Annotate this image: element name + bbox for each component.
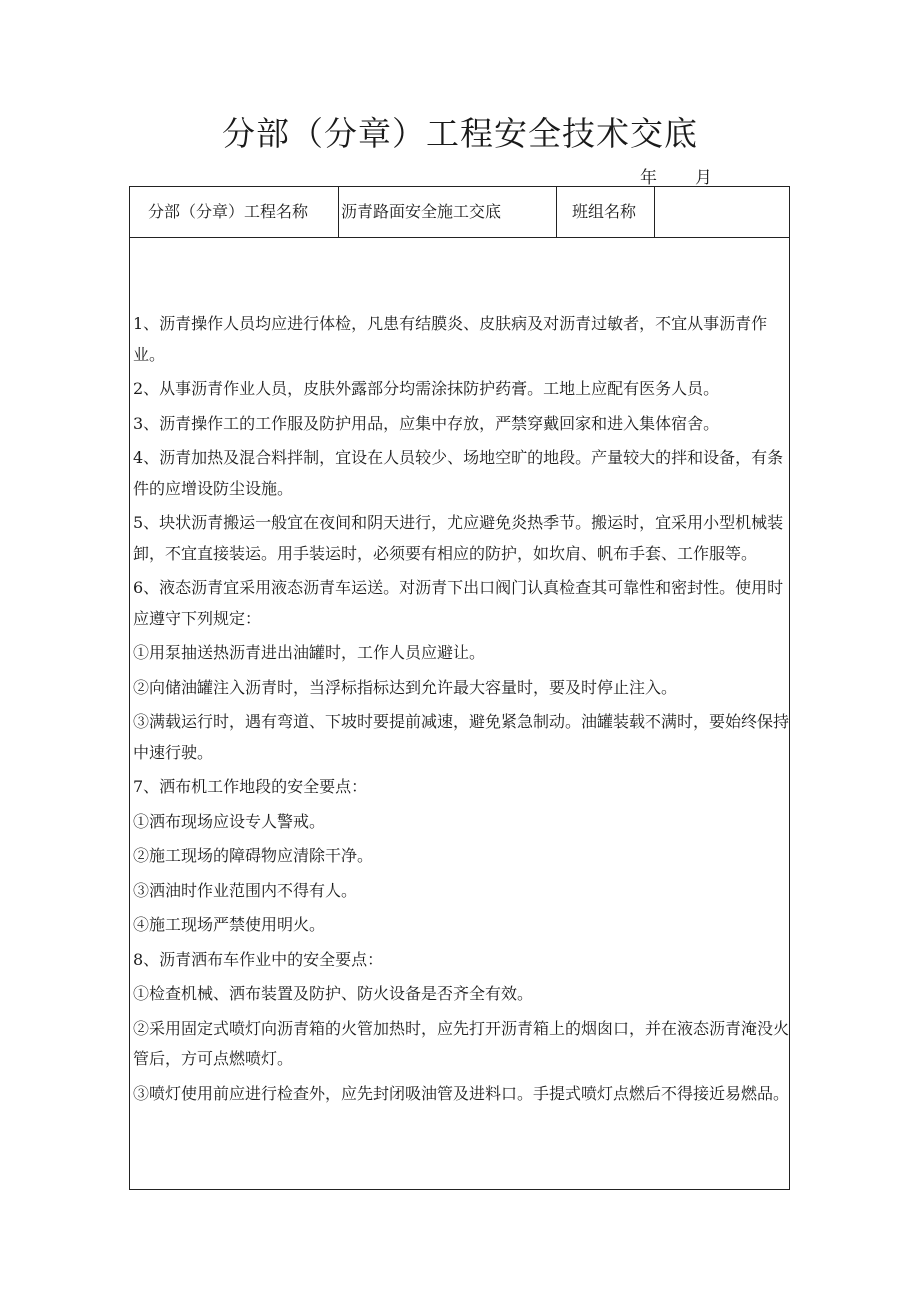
disclosure-table: [129, 186, 790, 1190]
paragraph: 3、沥青操作工的工作服及防护用品，应集中存放，严禁穿戴回家和进入集体宿舍。: [133, 413, 720, 433]
paragraph: ④施工现场严禁使用明火。: [133, 915, 326, 934]
paragraph: ③洒油时作业范围内不得有人。: [133, 880, 358, 900]
paragraph: ③满载运行时，遇有弯道、下坡时要提前减速，避免紧急制动。油罐装载不满时，要始终保持中速行驶。: [133, 712, 790, 762]
page-title: 分部（分章）工程安全技术交底: [222, 114, 698, 153]
column-divider: [556, 187, 557, 237]
disclosure-content: [133, 309, 791, 1113]
column-divider: [338, 187, 339, 237]
paragraph: 5、块状沥青搬运一般宜在夜间和阴天进行，尤应避免炎热季节。搬运时，宜采用小型机械装卸，不宜直接装运。用手装运时，必须要有相应的防护，如坎肩、帆布手套、工作服等。: [133, 513, 784, 563]
paragraph: ①洒布现场应设专人警戒。: [133, 811, 326, 831]
project-name-label: 分部（分章）工程名称: [148, 202, 309, 221]
paragraph: ①用泵抽送热沥青进出油罐时，工作人员应避让。: [133, 643, 486, 662]
project-name-value: 沥青路面安全施工交底: [341, 202, 502, 221]
paragraph: 6、液态沥青宜采用液态沥青车运送。对沥青下出口阀门认真检查其可靠性和密封性。使用时应遵守下列规定：: [133, 578, 784, 628]
date-year-label: 年: [640, 168, 657, 188]
paragraph: ②采用固定式喷灯向沥青箱的火管加热时，应先打开沥青箱上的烟囱口，并在液态沥青淹没火管后，方可点燃喷灯。: [133, 1018, 790, 1068]
paragraph: 8、沥青洒布车作业中的安全要点：: [133, 949, 384, 969]
team-name-label: 班组名称: [572, 202, 637, 221]
paragraph: ①检查机械、洒布装置及防护、防火设备是否齐全有效。: [133, 984, 534, 1003]
paragraph: 7、洒布机工作地段的安全要点：: [133, 777, 368, 796]
paragraph: 2、从事沥青作业人员，皮肤外露部分均需涂抹防护药膏。工地上应配有医务人员。: [133, 379, 720, 398]
paragraph: ②施工现场的障碍物应清除干净。: [133, 846, 374, 865]
paragraph: 4、沥青加热及混合料拌制，宜设在人员较少、场地空旷的地段。产量较大的拌和设备，有条件的应增设防尘设施。: [133, 448, 784, 498]
date-month-label: 月: [695, 168, 712, 188]
paragraph: ③喷灯使用前应进行检查外，应先封闭吸油管及进料口。手提式喷灯点燃后不得接近易燃品。: [133, 1083, 790, 1103]
paragraph: 1、沥青操作人员均应进行体检，凡患有结膜炎、皮肤病及对沥青过敏者，不宜从事沥青作业。: [133, 314, 768, 364]
table-header-row: [130, 187, 789, 238]
column-divider: [654, 187, 655, 237]
paragraph: ②向储油罐注入沥青时，当浮标指标达到允许最大容量时，要及时停止注入。: [133, 677, 678, 697]
